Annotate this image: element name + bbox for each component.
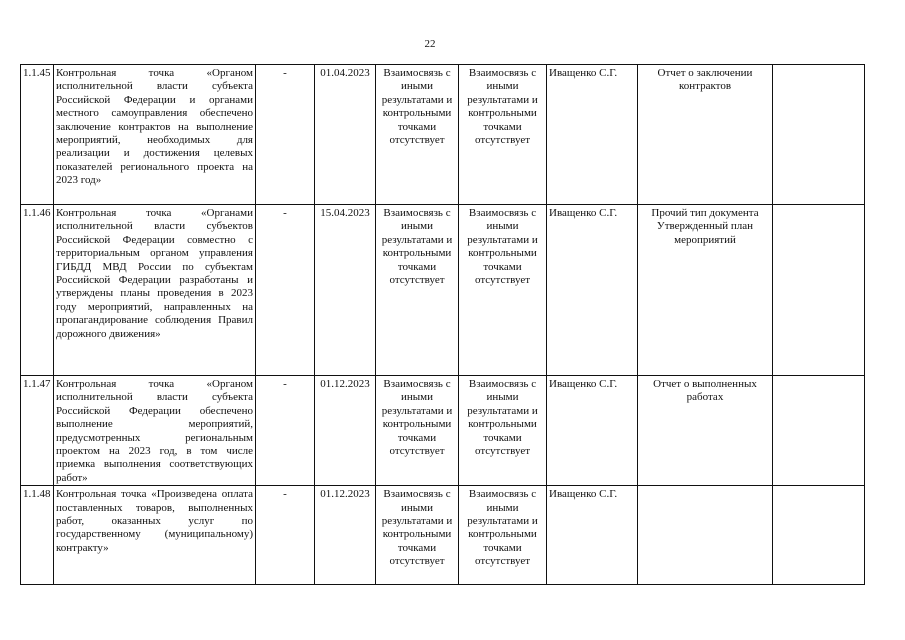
row-start-date: -: [256, 205, 315, 376]
row-successors: Взаимосвязь с иными результатами и контрольными точками отсутствует: [459, 205, 547, 376]
row-extra: [773, 486, 865, 585]
control-points-table: [20, 64, 865, 585]
row-document: Прочий тип документа Утвержденный план мероприятий: [638, 205, 773, 376]
row-responsible: Иващенко С.Г.: [547, 65, 638, 205]
row-number: 1.1.46: [21, 205, 54, 376]
row-document: Отчет о выполненных работах: [638, 376, 773, 486]
row-start-date: -: [256, 65, 315, 205]
row-successors: Взаимосвязь с иными результатами и контрольными точками отсутствует: [459, 65, 547, 205]
table-row: [21, 486, 865, 585]
page-number: 22: [424, 38, 436, 50]
row-document: Отчет о заключении контрактов: [638, 65, 773, 205]
row-extra: [773, 376, 865, 486]
row-responsible: Иващенко С.Г.: [547, 486, 638, 585]
row-number: 1.1.47: [21, 376, 54, 486]
row-predecessors: Взаимосвязь с иными результатами и контрольными точками отсутствует: [376, 486, 459, 585]
row-description: Контрольная точка «Органами исполнительной власти субъектов Российской Федерации совместно с территориальным органом управления ГИБДД МВД России по субъектам Российской Федерации разработаны и утверждены планы проведения в 2023 году мероприятий, направленных на пропагандирование соблюдения Правил дорожного движения»: [54, 205, 256, 376]
row-document: [638, 486, 773, 585]
table-row: [21, 205, 865, 376]
row-successors: Взаимосвязь с иными результатами и контрольными точками отсутствует: [459, 376, 547, 486]
row-start-date: -: [256, 486, 315, 585]
row-responsible: Иващенко С.Г.: [547, 376, 638, 486]
row-predecessors: Взаимосвязь с иными результатами и контрольными точками отсутствует: [376, 376, 459, 486]
row-description: Контрольная точка «Органом исполнительной власти субъекта Российской Федерации обеспечено выполнение мероприятий, предусмотренных региональным проектом на 2023 год, в том числе приемка выполнения соответствующих работ»: [54, 376, 256, 486]
row-extra: [773, 205, 865, 376]
row-number: 1.1.45: [21, 65, 54, 205]
row-end-date: 01.12.2023: [315, 486, 376, 585]
row-predecessors: Взаимосвязь с иными результатами и контрольными точками отсутствует: [376, 205, 459, 376]
row-end-date: 15.04.2023: [315, 205, 376, 376]
row-description: Контрольная точка «Органом исполнительной власти субъекта Российской Федерации и органами местного самоуправления обеспечено заключение контрактов на выполнение мероприятий, необходимых для реализации и достижения целевых показателей регионального проекта на 2023 год»: [54, 65, 256, 205]
row-end-date: 01.12.2023: [315, 376, 376, 486]
row-end-date: 01.04.2023: [315, 65, 376, 205]
row-description: Контрольная точка «Произведена оплата поставленных товаров, выполненных работ, оказанных услуг по государственному (муниципальному) контракту»: [54, 486, 256, 585]
row-number: 1.1.48: [21, 486, 54, 585]
row-extra: [773, 65, 865, 205]
row-predecessors: Взаимосвязь с иными результатами и контрольными точками отсутствует: [376, 65, 459, 205]
table-row: [21, 376, 865, 486]
row-successors: Взаимосвязь с иными результатами и контрольными точками отсутствует: [459, 486, 547, 585]
row-start-date: -: [256, 376, 315, 486]
row-responsible: Иващенко С.Г.: [547, 205, 638, 376]
table-row: [21, 65, 865, 205]
